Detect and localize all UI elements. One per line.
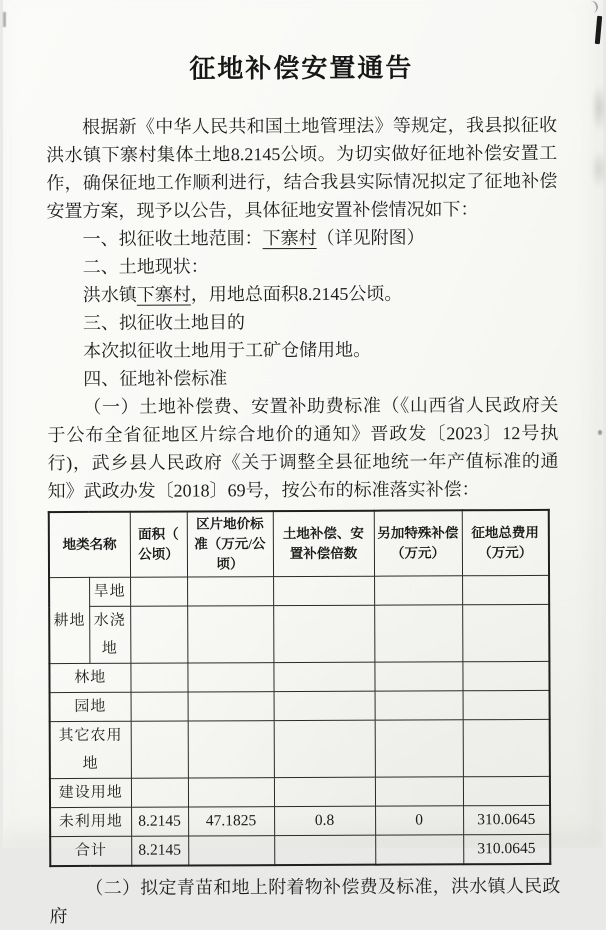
document-body xyxy=(46,111,561,930)
table-row xyxy=(50,805,550,836)
multiple-cell xyxy=(273,605,374,662)
total-cell xyxy=(462,575,549,604)
area-cell: 8.2145 xyxy=(131,807,188,836)
land-type-cell: 旱地 xyxy=(89,577,130,606)
section-1-text: 一、拟征收土地范围： xyxy=(82,228,263,249)
area-cell: 8.2145 xyxy=(131,836,188,866)
section-4-item-2: （二）拟定青苗和地上附着物补偿费及标准，洪水镇人民政府 xyxy=(49,875,561,927)
table-row xyxy=(50,719,550,778)
multiple-cell xyxy=(273,576,374,605)
section-2-body xyxy=(47,279,558,309)
area-cell xyxy=(130,606,187,663)
table-header-special: 另加特殊补偿（万元） xyxy=(374,510,462,576)
table-header-area: 面积（公顷） xyxy=(130,512,187,578)
price-cell xyxy=(188,836,274,866)
land-type-cell: 建设用地 xyxy=(50,778,131,807)
section-2-heading: 二、土地现状： xyxy=(82,256,209,277)
price-cell xyxy=(187,577,273,606)
multiple-cell xyxy=(274,777,375,806)
total-cell xyxy=(463,719,550,776)
section-1-suffix: （详见附图） xyxy=(316,227,425,248)
document-title: 征地补偿安置通告 xyxy=(189,53,414,84)
table-row xyxy=(50,776,550,807)
section-4-item-1: （一）土地补偿费、安置补助费标准（《山西省人民政府关于公布全省征地区片综合地价的通知》晋政发〔2023〕12号执行)，武乡县人民政府《关于调整全县征地统一年产值标准的通知》武政办发〔2018〕69号，按公布的标准落实补偿： xyxy=(47,394,559,502)
section-1-line xyxy=(46,223,557,253)
land-type-cell: 合计 xyxy=(50,836,131,866)
price-cell xyxy=(188,778,274,807)
special-cell xyxy=(375,835,463,865)
area-cell xyxy=(131,692,188,721)
total-cell xyxy=(463,690,550,719)
section-3-heading: 三、拟征收土地目的 xyxy=(82,312,245,333)
intro-paragraph: 根据新《中华人民共和国土地管理法》等规定，我县拟征收洪水镇下寨村集体土地8.2145公顷。为切实做好征地补偿安置工作，确保征地工作顺利进行，结合我县实际情况拟定了征地补偿安置方案，现予以公告，具体征地安置补偿情况如下： xyxy=(46,114,558,222)
section-4-heading: 四、征地补偿标准 xyxy=(83,368,228,389)
table-row xyxy=(49,661,549,692)
village-name-underlined: 下寨村 xyxy=(136,284,191,305)
table-header-land-type: 地类名称 xyxy=(49,512,130,578)
area-cell xyxy=(130,663,187,692)
special-cell: 0 xyxy=(375,806,463,835)
area-cell xyxy=(131,721,188,778)
table-header-row xyxy=(49,510,549,578)
special-cell xyxy=(375,777,463,806)
compensation-table xyxy=(48,509,552,867)
total-cell xyxy=(462,661,549,690)
total-cell: 310.0645 xyxy=(463,834,550,864)
table-row xyxy=(49,604,549,663)
special-cell xyxy=(375,691,463,720)
village-name-underlined: 下寨村 xyxy=(262,227,317,249)
section-2-prefix: 洪水镇 xyxy=(82,284,137,305)
total-cell: 310.0645 xyxy=(463,805,550,834)
special-cell xyxy=(375,720,463,777)
document-content xyxy=(2,0,606,927)
land-type-cell: 水浇地 xyxy=(89,606,130,663)
special-cell xyxy=(374,662,462,691)
multiple-cell xyxy=(273,662,374,691)
land-type-cell: 其它农用地 xyxy=(50,721,131,778)
scanned-document-page xyxy=(3,0,603,927)
table-row xyxy=(50,690,550,721)
multiple-cell xyxy=(274,691,375,720)
table-row xyxy=(50,834,550,866)
land-type-cell: 林地 xyxy=(49,663,130,692)
multiple-cell: 0.8 xyxy=(274,806,375,835)
table-header-price: 区片地价标准（万元/公顷） xyxy=(187,511,273,577)
section-3-body: 本次拟征收土地用于工矿仓储用地。 xyxy=(83,339,372,361)
total-cell xyxy=(463,776,550,805)
area-cell xyxy=(130,577,187,606)
price-cell xyxy=(188,692,274,721)
land-type-cell: 园地 xyxy=(50,692,131,721)
price-cell: 47.1825 xyxy=(188,807,274,836)
land-type-cell: 未利用地 xyxy=(50,807,131,836)
area-cell xyxy=(131,778,188,807)
special-cell xyxy=(374,605,462,662)
price-cell xyxy=(188,721,274,778)
multiple-cell xyxy=(274,835,375,865)
multiple-cell xyxy=(274,720,375,777)
price-cell xyxy=(187,606,273,663)
total-cell xyxy=(462,604,549,661)
table-header-total: 征地总费用（万元） xyxy=(462,510,549,576)
table-header-multiple: 土地补偿、安置补偿倍数 xyxy=(273,511,374,577)
section-2-suffix: ，用地总面积8.2145公顷。 xyxy=(190,283,403,305)
land-type-group-cell: 耕地 xyxy=(49,577,89,663)
special-cell xyxy=(374,576,462,605)
price-cell xyxy=(187,663,273,692)
table-row xyxy=(49,575,549,606)
